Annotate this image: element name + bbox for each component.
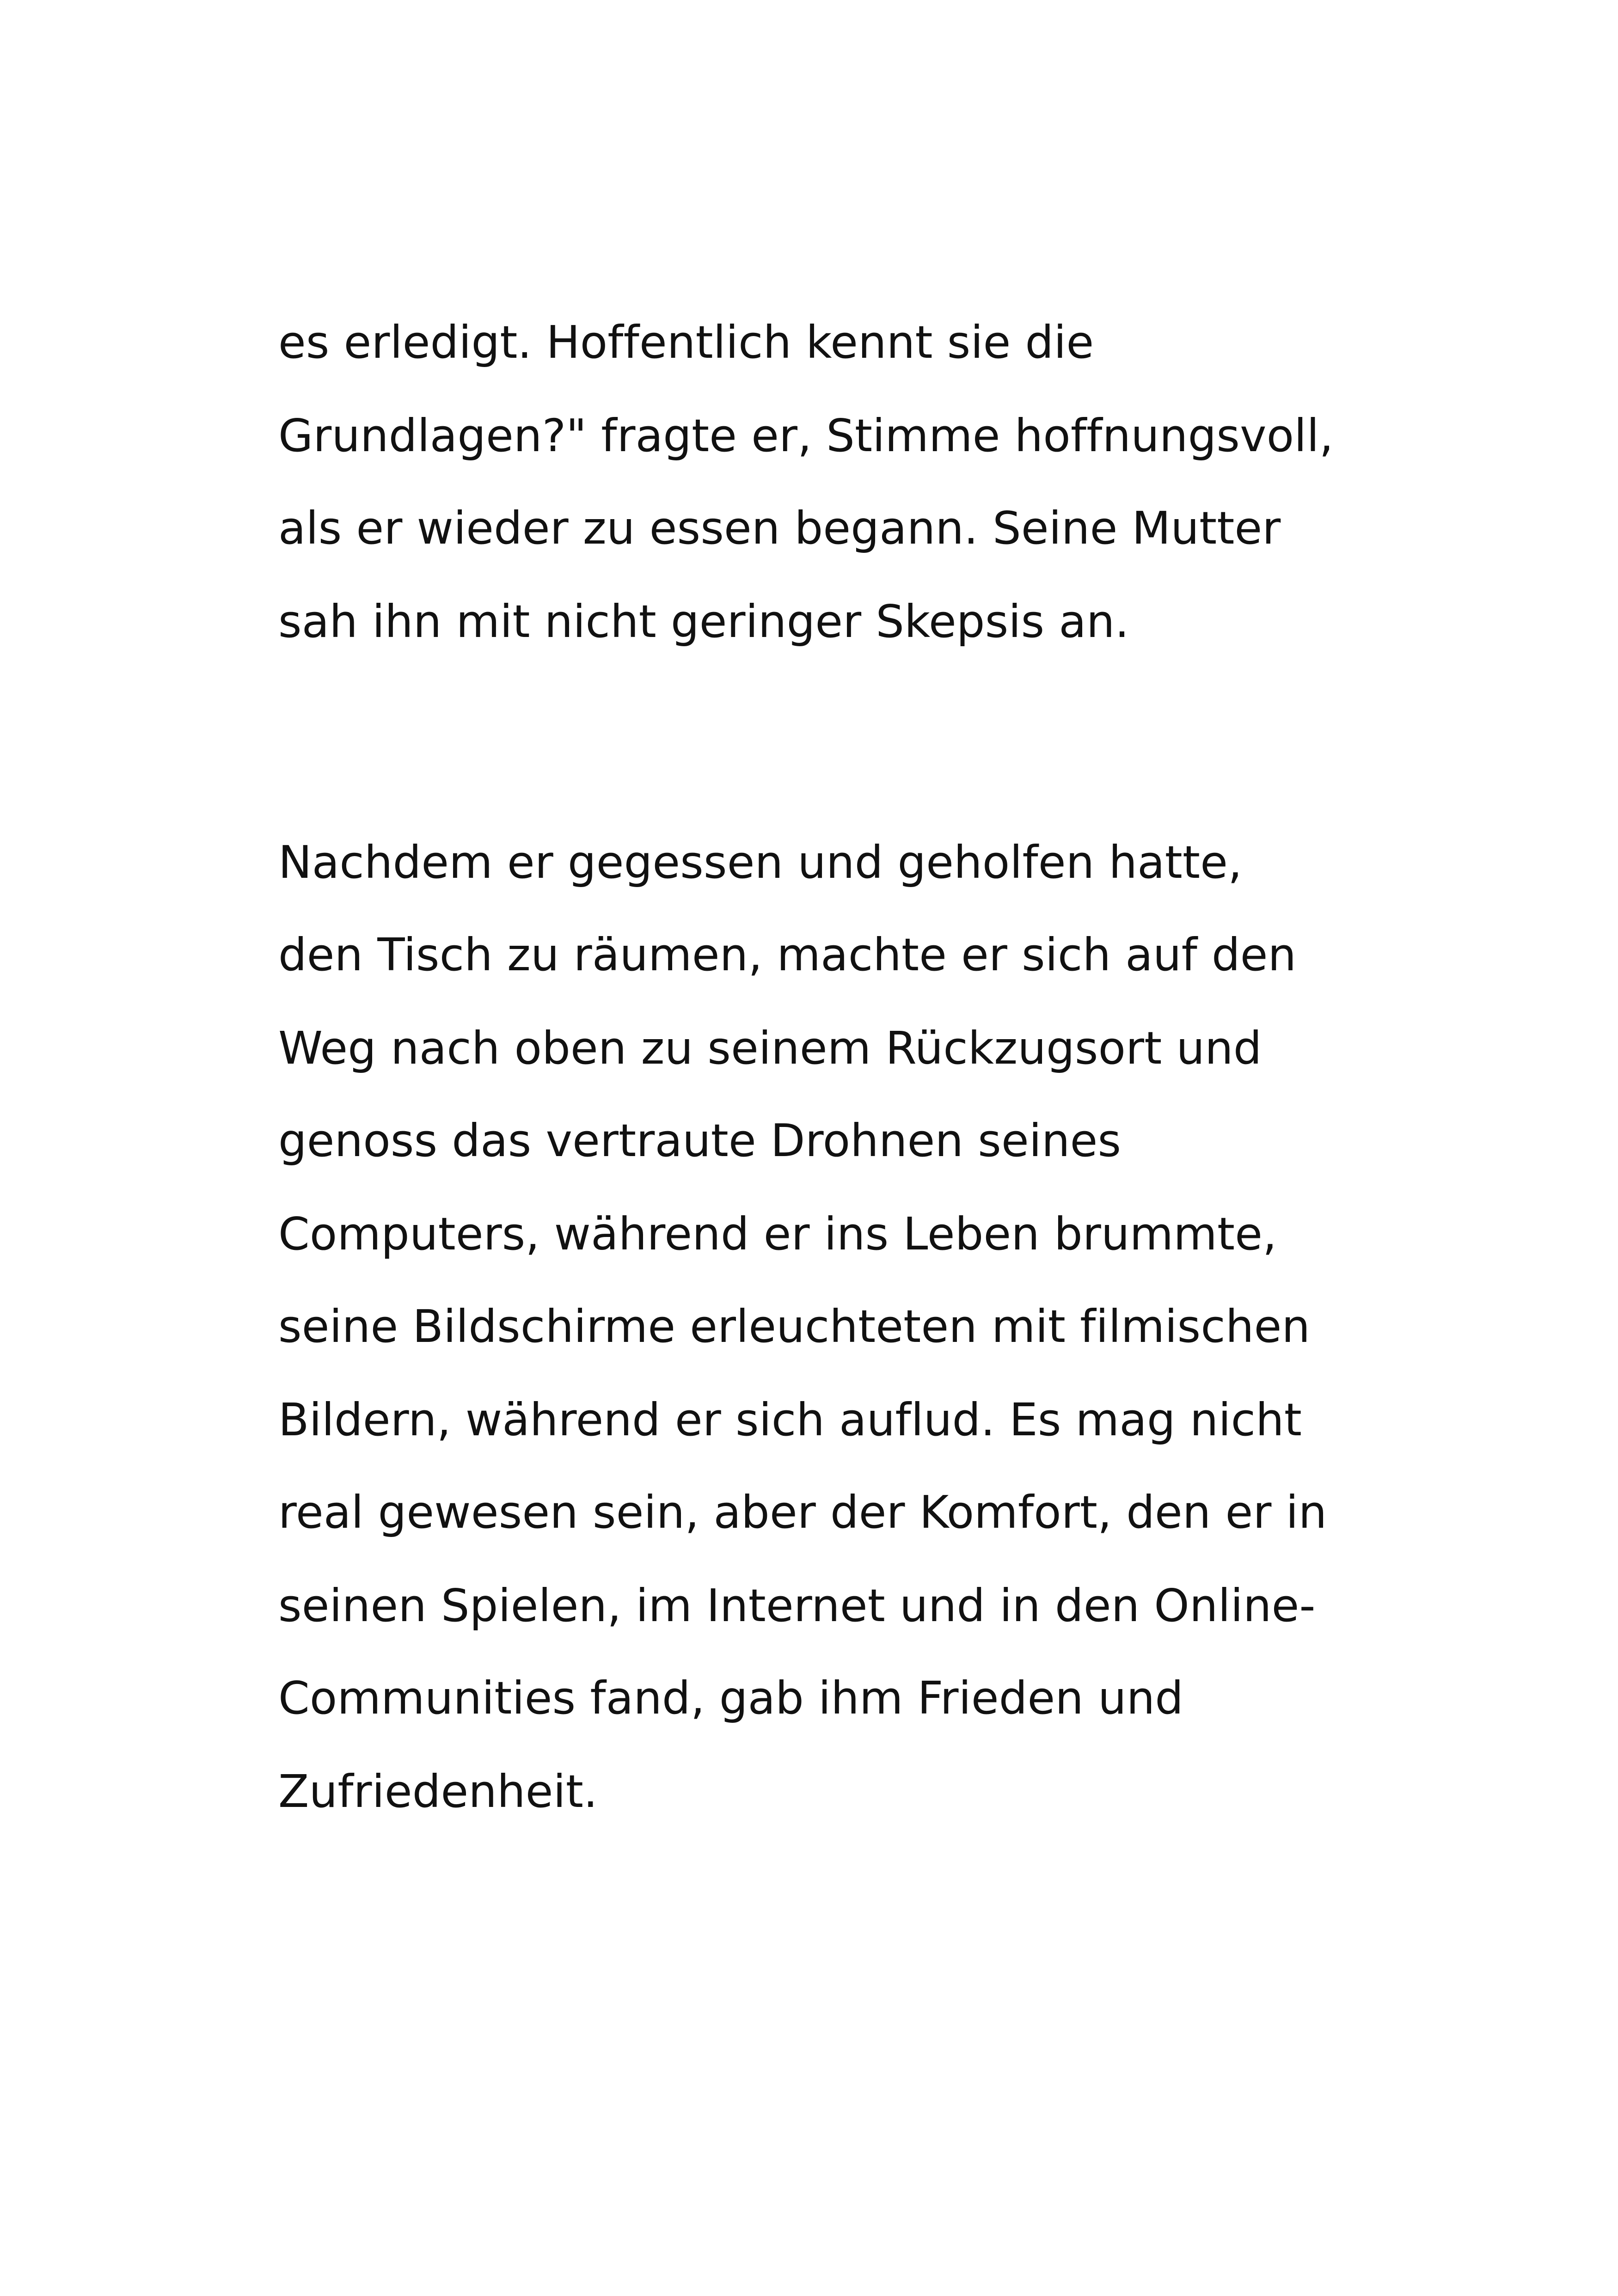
text-line: Bildern, während er sich auflud. Es mag nicht xyxy=(278,1394,1302,1446)
text-line: Grundlagen?" fragte er, Stimme hoffnungsvoll, xyxy=(278,410,1334,462)
text-line: den Tisch zu räumen, machte er sich auf den xyxy=(278,929,1297,981)
text-line: genoss das vertraute Drohnen seines xyxy=(278,1114,1122,1167)
text-line: real gewesen sein, aber der Komfort, den er in xyxy=(278,1486,1327,1538)
text-line: seinen Spielen, im Internet und in den Online- xyxy=(278,1580,1316,1632)
text-line: Computers, während er ins Leben brummte, xyxy=(278,1208,1277,1260)
text-line: sah ihn mit nicht geringer Skepsis an. xyxy=(278,595,1129,648)
text-line: Nachdem er gegessen und geholfen hatte, xyxy=(278,836,1243,888)
text-line: Zufriedenheit. xyxy=(278,1765,598,1818)
text-line: seine Bildschirme erleuchteten mit filmischen xyxy=(278,1300,1311,1353)
text-line: es erledigt. Hoffentlich kennt sie die xyxy=(278,316,1094,368)
text-line: Weg nach oben zu seinem Rückzugsort und xyxy=(278,1022,1262,1074)
text-line: als er wieder zu essen begann. Seine Mutter xyxy=(278,502,1281,554)
text-line: Communities fand, gab ihm Frieden und xyxy=(278,1672,1184,1724)
